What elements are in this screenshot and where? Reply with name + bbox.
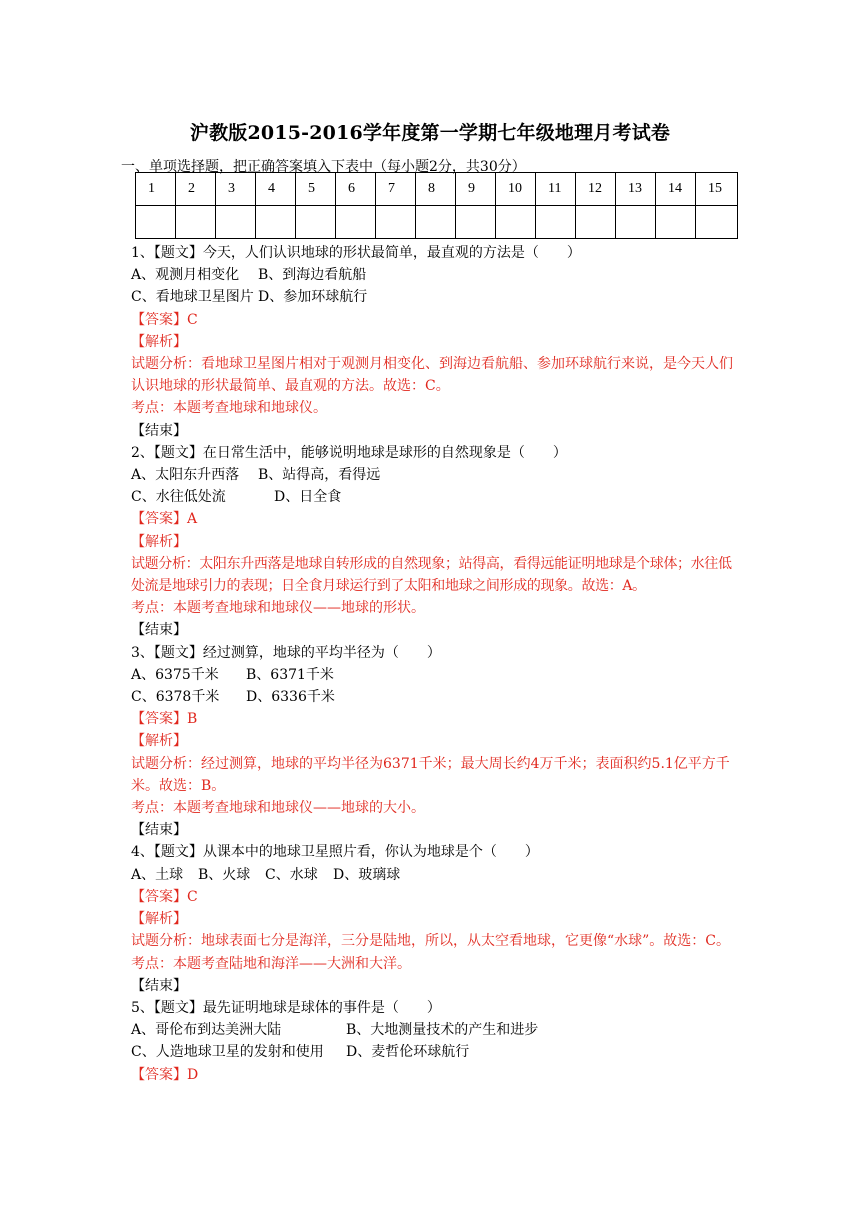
answer-cell[interactable] xyxy=(136,206,176,239)
table-number-cell: 15 xyxy=(696,173,738,206)
answer-cell[interactable] xyxy=(576,206,616,239)
option-row xyxy=(131,1019,737,1041)
option: C、水往低处流 xyxy=(131,489,226,506)
answer-cell[interactable] xyxy=(336,206,376,239)
analysis-text: 试题分析：看地球卫星图片相对于观测月相变化、到海边看航船、参加环球航行来说，是今天人们认识地球的形状最简单、最直观的方法。故选：C。 xyxy=(131,356,733,395)
table-number-cell: 9 xyxy=(456,173,496,206)
option-row xyxy=(131,864,737,886)
section-header: 一、单项选择题，把正确答案填入下表中（每小题2分，共30分） xyxy=(121,159,526,175)
analysis-text: 试题分析：太阳东升西落是地球自转形成的自然现象；站得高，看得远能证明地球是个球体；水往低处流是地球引力的表现；日全食月球运行到了太阳和地球之间形成的现象。故选：A。 xyxy=(131,555,732,595)
table-number-cell: 3 xyxy=(216,173,256,206)
option: B、火球 xyxy=(198,866,251,883)
answer-line: 【答案】D xyxy=(131,1066,199,1083)
answer-table-blank-row xyxy=(136,206,738,239)
option: C、6378千米 xyxy=(131,689,220,706)
answer-table-number-row xyxy=(136,173,738,206)
option: A、太阳东升西落 xyxy=(131,467,240,484)
answer-cell[interactable] xyxy=(256,206,296,239)
answer-cell[interactable] xyxy=(176,206,216,239)
question-list xyxy=(131,242,737,1086)
question-stem: 4、【题文】从课本中的地球卫星照片看，你认为地球是个（ ） xyxy=(131,844,539,861)
option: A、6375千米 xyxy=(131,666,219,683)
table-number-cell: 13 xyxy=(616,173,656,206)
answer-line: 【答案】A xyxy=(131,511,198,528)
end-marker: 【结束】 xyxy=(131,622,187,639)
option-row xyxy=(131,686,737,708)
answer-cell[interactable] xyxy=(656,206,696,239)
option-row xyxy=(131,664,737,686)
answer-line: 【答案】C xyxy=(131,311,198,328)
option: D、6336千米 xyxy=(246,689,335,706)
analysis-label: 【解析】 xyxy=(131,333,187,350)
answer-line: 【答案】B xyxy=(131,711,198,728)
table-number-cell: 12 xyxy=(576,173,616,206)
analysis-text: 试题分析：经过测算，地球的平均半径为6371千米；最大周长约4万千米；表面积约5.1亿平方千米。故选：B。 xyxy=(131,755,730,794)
answer-line: 【答案】C xyxy=(131,888,198,905)
page-title: 沪教版2015-2016学年度第一学期七年级地理月考试卷 xyxy=(189,122,671,144)
end-marker: 【结束】 xyxy=(131,822,187,839)
table-number-cell: 14 xyxy=(656,173,696,206)
analysis-label: 【解析】 xyxy=(131,733,187,750)
knowledge-point: 考点：本题考查地球和地球仪——地球的形状。 xyxy=(131,600,425,617)
option-row xyxy=(131,1041,737,1063)
option: D、日全食 xyxy=(274,489,342,506)
table-number-cell: 4 xyxy=(256,173,296,206)
question-stem: 2、【题文】在日常生活中，能够说明地球是球形的自然现象是（ ） xyxy=(131,444,567,461)
analysis-label: 【解析】 xyxy=(131,533,187,550)
table-number-cell: 2 xyxy=(176,173,216,206)
knowledge-point: 考点：本题考查陆地和海洋——大洲和大洋。 xyxy=(131,955,411,972)
table-number-cell: 10 xyxy=(496,173,536,206)
table-number-cell: 1 xyxy=(136,173,176,206)
question-stem: 5、【题文】最先证明地球是球体的事件是（ ） xyxy=(131,999,441,1016)
option-row xyxy=(131,486,737,508)
option: B、站得高，看得远 xyxy=(258,467,381,484)
analysis-text: 试题分析：地球表面七分是海洋，三分是陆地，所以，从太空看地球，它更像“水球”。故选：C。 xyxy=(131,933,731,950)
option: C、看地球卫星图片 xyxy=(131,289,254,306)
answer-cell[interactable] xyxy=(216,206,256,239)
answer-cell[interactable] xyxy=(416,206,456,239)
option: A、观测月相变化 xyxy=(131,267,240,284)
end-marker: 【结束】 xyxy=(131,977,187,994)
answer-cell[interactable] xyxy=(296,206,336,239)
option-row xyxy=(131,264,737,286)
option: D、参加环球航行 xyxy=(258,289,368,306)
answer-cell[interactable] xyxy=(696,206,738,239)
option: C、人造地球卫星的发射和使用 xyxy=(131,1044,324,1061)
knowledge-point: 考点：本题考查地球和地球仪。 xyxy=(131,400,327,417)
option: B、6371千米 xyxy=(246,666,334,683)
option: B、到海边看航船 xyxy=(258,267,367,284)
table-number-cell: 5 xyxy=(296,173,336,206)
end-marker: 【结束】 xyxy=(131,422,187,439)
knowledge-point: 考点：本题考查地球和地球仪——地球的大小。 xyxy=(131,800,425,817)
option: B、大地测量技术的产生和进步 xyxy=(346,1022,539,1039)
option: A、土球 xyxy=(131,866,184,883)
option: D、玻璃球 xyxy=(333,866,401,883)
table-number-cell: 11 xyxy=(536,173,576,206)
option: C、水球 xyxy=(265,866,318,883)
option-row xyxy=(131,286,737,308)
answer-cell[interactable] xyxy=(376,206,416,239)
question-stem: 3、【题文】经过测算，地球的平均半径为（ ） xyxy=(131,644,441,661)
answer-cell[interactable] xyxy=(616,206,656,239)
answer-table xyxy=(135,172,738,239)
analysis-label: 【解析】 xyxy=(131,911,187,928)
option: A、哥伦布到达美洲大陆 xyxy=(131,1022,282,1039)
option: D、麦哲伦环球航行 xyxy=(346,1044,470,1061)
answer-cell[interactable] xyxy=(536,206,576,239)
question-stem: 1、【题文】今天，人们认识地球的形状最简单，最直观的方法是（ ） xyxy=(131,245,581,261)
answer-cell[interactable] xyxy=(496,206,536,239)
answer-cell[interactable] xyxy=(456,206,496,239)
option-row xyxy=(131,464,737,486)
table-number-cell: 8 xyxy=(416,173,456,206)
table-number-cell: 7 xyxy=(376,173,416,206)
table-number-cell: 6 xyxy=(336,173,376,206)
